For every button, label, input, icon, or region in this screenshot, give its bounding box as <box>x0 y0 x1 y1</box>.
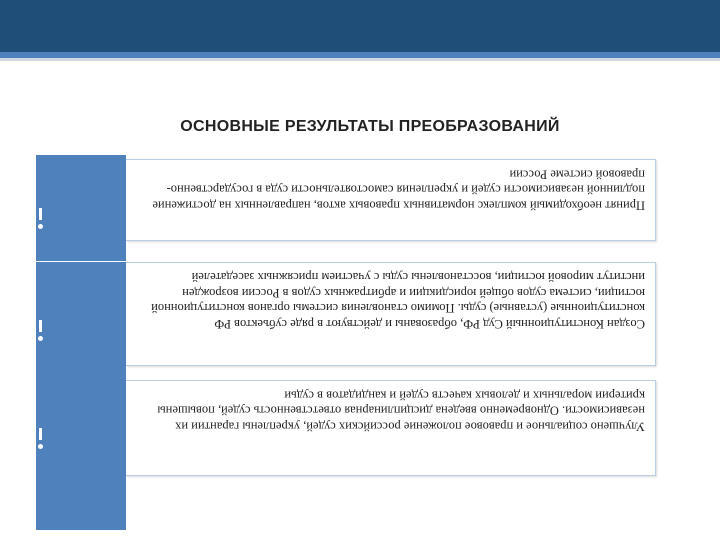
header-bar <box>0 0 720 52</box>
chevron-mark-1 <box>39 208 42 220</box>
chevron-mark-3 <box>39 428 42 440</box>
slide-title: ОСНОВНЫЕ РЕЗУЛЬТАТЫ ПРЕОБРАЗОВАНИЙ <box>180 118 560 135</box>
chevron-marker-2 <box>36 262 126 380</box>
chevron-marker-3 <box>36 380 126 530</box>
chevron-dot-3 <box>38 444 43 449</box>
result-box-2 <box>126 262 656 366</box>
chevron-mark-2 <box>39 320 42 332</box>
result-text-2: Создан Конституционный Суд РФ, образованы и действуют в ряде субъектов РФ конституционные (уставные) суды. Помимо становления системы органов конституционной юстиции, система судов общей юрисдикции и арбитражных судов в России возрожден институт мировой юстиции, восстановлены суды с участием присяжных заседателей <box>151 270 645 331</box>
result-box-3 <box>126 380 656 476</box>
chevron-dot-1 <box>38 224 43 229</box>
result-text-3: Улучшено социальное и правовое положение российских судей, укреплены гарантии их независимости. Одновременно введена дисциплинарная ответственность судей, повышены критерии моральных и деловых качеств судей и кандидатов в судьи <box>157 388 645 434</box>
header-divider <box>0 58 720 61</box>
result-box-1 <box>126 159 656 241</box>
chevron-marker-1 <box>36 155 126 261</box>
result-text-1: Принят необходимый комплекс нормативных правовых актов, направленных на достижение подлинной независимости судей и укрепления самостоятельности суда в государственно-правовой системе России <box>152 167 645 213</box>
chevron-dot-2 <box>38 336 43 341</box>
